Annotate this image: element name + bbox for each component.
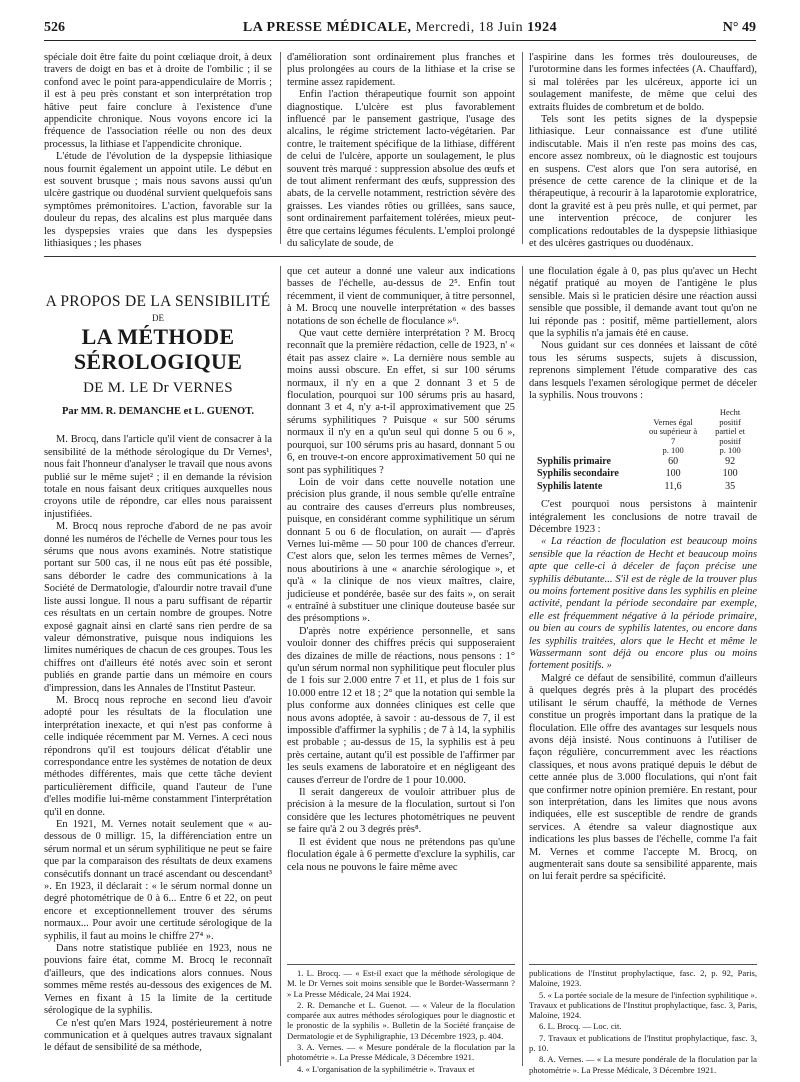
hecht-value: 100 — [722, 468, 738, 480]
issue-year: 1924 — [527, 20, 558, 35]
paragraph: Loin de voir dans cette nouvelle notation une précision plus grande, il nous semble qu'elle entraîne au contraire des causes d'erreurs plus nombreuses, puisque, en considérant comme syphilitique un sérum donnant 5 ou 6 de floculation, on aurait — d'après Vernes lui-même — 50 pour 100 de chances d'erreur. C'est alors que, selon les termes mêmes de Vernes⁷, nous aboutirions à une « anarchie sérologique », et qu'à « la clinique de nos vieux maîtres, claire, judicieuse et pondérée, basée sur des faits », on serait « entraîné à substituer une clinique douteuse basée sur des présomptions ». — [287, 476, 515, 625]
paragraph: M. Brocq nous reproche en second lieu d'avoir adopté pour les résultats de la floculation une interprétation inexacte, et qui n'est pas conforme à celle indiquée récemment par M. Vernes. A ceci nous répondrons qu'il est toujours délicat d'établir une correspondance entre les systèmes de notation de deux méthodes différentes, mais que cette tâche devient particulièrement difficile, quand l'auteur de l'une d'elles modifie lui-même constamment l'interprétation qu'il en donne. — [44, 694, 272, 818]
table-unit: p. 100 — [719, 445, 741, 456]
row-label: Syphilis secondaire — [537, 468, 619, 480]
title-line-2: LA MÉTHODE SÉROLOGIQUE — [73, 324, 243, 374]
article-column-3 — [529, 266, 757, 884]
paragraph: M. Brocq, dans l'article qu'il vient de consacrer à la sensibilité de la méthode sérologique du Dr Vernes¹, nous fait l'honneur d'analyser le travail que nous avons publié sur le même sujet² ; il en demande la révision totale en nous faisant deux critiques auxquelles nous croyons utile de répondre, car elles nous paraissent injustifiées. — [44, 434, 272, 520]
article-column-1 — [44, 262, 272, 1055]
title-de: DE — [152, 313, 164, 323]
paragraph: Il serait dangereux de vouloir attribuer plus de précision à la mesure de la floculation, surtout si l'on considère que les lectures photométriques ne peuvent se faire qu'à 2 ou 3 degrés près⁸. — [287, 787, 515, 836]
byline: Par MM. R. DEMANCHE et L. GUENOT. — [61, 406, 255, 417]
paragraph: Dans notre statistique publiée en 1923, nous ne pouvions faire état, comme M. Brocq le reconnaît d'ailleurs, que des indications alors connues. Nous sommes même restés au-dessous des exigences de M. Vernes en fixant à 15 la limite de la certitude sérologique de la syphilis. — [44, 943, 272, 1017]
footnote: 5. « La portée sociale de la mesure de l'infection syphilitique ». Travaux et publications de l'Institut prophylactique, fasc. 3, Paris, Maloine, 1924. — [529, 989, 757, 1021]
quotation: « La réaction de floculation est beaucoup moins sensible que la réaction de Hecht et beaucoup moins apte que celle-ci à déceler de façon précise une syphilis débutante... S'il est de règle de la trouver plus ou moins fortement positive dans les syphilis en pleine activité, pendant la période secondaire par exemple, elle est fréquemment négative à la période primaire, ou bien au cours de syphilis latentes, ou encore dans les syphilis traitées, alors que le Hecht et même le Wassermann sont déjà ou encore plus ou moins fortement positifs. » — [529, 536, 757, 672]
section-divider — [44, 256, 756, 257]
top-column-2 — [287, 52, 515, 251]
vernes-value: 100 — [665, 468, 681, 480]
footnote: publications de l'Institut prophylactique, fasc. 2, p. 92, Paris, Maloine, 1923. — [529, 968, 757, 989]
paragraph: D'après notre expérience personnelle, et sans vouloir donner des chiffres précis qui supposeraient des dizaines de mille de réactions, nous pensons : 1° qu'un sérum normal non syphilitique peut floculer plus de 1 fois sur 2.000 entre 7 et 11, et plus de 1 fois sur 10.000 entre 12 et 18 ; 2° que la notation qui semble la plus conforme aux données cliniques est celle que nous avons adoptée, à savoir : au-dessous de 7, il est impossible d'affirmer la syphilis ; de 7 à 14, la syphilis est probable ; au-dessus de 15, la syphilis est à peu près certaine, autant qu'il est possible de l'affirmer par les seuls examens de laboratoire et en négligeant des causes d'erreur de l'ordre de 1 pour 10.000. — [287, 625, 515, 786]
hecht-value: 92 — [725, 455, 736, 467]
page-header — [44, 18, 756, 41]
journal-name: LA PRESSE MÉDICALE, — [242, 20, 412, 35]
paragraph: Nous guidant sur ces données et laissant de côté tous les sérums suspects, sujets à discussion, reprenons simplement l'étude comparative des cas dans lesquels l'examen sérologique permet de déceler la syphilis. Nous trouvons : — [529, 340, 757, 402]
hecht-value: 35 — [725, 480, 736, 492]
paragraph: C'est pourquoi nous persistons à maintenir intégralement les conclusions de notre travail de Décembre 1923 : — [529, 499, 757, 535]
column-divider — [522, 266, 523, 1066]
paragraph: Ce n'est qu'en Mars 1924, postérieurement à notre communication et à quelques autres travaux signalant le défaut de sensibilité de sa méthode, — [44, 1017, 272, 1054]
vernes-value: 60 — [668, 455, 679, 467]
footnotes-right — [529, 968, 757, 1076]
footnote-divider — [287, 964, 515, 965]
title-line-3: DE M. LE Dr VERNES — [83, 380, 233, 396]
results-table — [529, 408, 757, 493]
paragraph: En 1921, M. Vernes notait seulement que « au-dessous de 0 milligr. 15, la différenciation entre un sérum normal et un sérum syphilitique ne peut se faire que par la comparaison des résultats de deux examens consécutifs donnant un tracé ascendant ou descendant³ ». En 1923, il déclarait : « le sérum normal donne un degré photométrique de 0 à 6... Entre 6 et 22, on peut encore et exceptionnellement trouver des sérums normaux... Pour avoir une certitude sérologique de la syphilis, il faut au moins le chiffre 27⁴ ». — [44, 819, 272, 942]
column-divider — [280, 266, 281, 1066]
paragraph: Malgré ce défaut de sensibilité, commun d'ailleurs à quelques degrés près à la plupart des procédés utilisant le sérum chauffé, la méthode de Vernes constitue un progrès important dans la pratique de la floculation. Elle offre des avantages sur lesquels nous avons déjà insisté. Nous continuons à l'utiliser de façon régulière, concurremment avec les réactions classiques, et nous avons pratiqué depuis le début de cette année plus de 3.000 floculations, qui n'ont fait que confirmer notre opinion première. En restant, pour son interprétation, dans les limites que nous avons indiquées, elle est susceptible de rendre de grands services. A étendre sa valeur diagnostique aux indications les plus basses de l'échelle, comme l'a fait M. Vernes et comme l'accepte M. Brocq, on augmenterait sans doute sa sensibilité apparente, mais on lui ferait perdre sa spécificité. — [529, 672, 757, 883]
paragraph: Que vaut cette dernière interprétation ? M. Brocq reconnaît que la première rédaction, celle de 1923, n' « était pas assez claire ». La dernière nous semble au moins aussi obscure. En effet, si sur 100 sérums normaux, il n'y en a que 2 donnant 3 et 5 de floculation, pourquoi sur 100 sérums pris au hasard, donnant 3 et 4, n'y a-t-il approximativement que 25 sérums syphilitiques ? Puisque « sur 500 sérums normaux il n'y en a qu'un seul qui donne 5 ou 6 », pourquoi, sur 100 sérums pris au hasard, donnant 5 ou 6, en trouve-t-on encore approximativement 50 qui ne sont pas syphilitiques ? — [287, 328, 515, 476]
table-row — [537, 481, 757, 493]
journal-title — [44, 20, 756, 36]
footnotes-left — [287, 968, 515, 1075]
table-header-hecht: Hecht positif partiel et positif — [715, 407, 746, 446]
column-divider — [280, 52, 281, 244]
top-column-1 — [44, 52, 272, 251]
row-label: Syphilis latente — [537, 480, 603, 492]
footnote: 7. Travaux et publications de l'Institut prophylactique, fasc. 3, p. 10. — [529, 1032, 757, 1054]
table-row — [537, 468, 757, 480]
issue-number: N° 49 — [722, 20, 756, 35]
footnote: 1. L. Brocq. — « Est-il exact que la méthode sérologique de M. le Dr Vernes soit moins sensible que le Bordet-Wassermann ? » La Presse Médicale, 24 Mai 1924. — [287, 968, 515, 999]
table-header-vernes: Vernes égal ou supérieur à 7 — [649, 416, 698, 446]
column-divider — [522, 52, 523, 244]
page-number: 526 — [44, 20, 65, 35]
paragraph: d'amélioration sont ordinairement plus franches et plus prolongées au cours de la lithiase et la crise se termine assez rapidement. — [287, 52, 515, 88]
footnote: 2. R. Demanche et L. Guenot. — « Valeur de la floculation comparée aux autres méthodes sérologiques pour le diagnostic et le pronostic de la syphilis ». Bulletin de la Société française de Dermatologie et de Syphiligraphie, 13 Décembre 1923, p. 404. — [287, 999, 515, 1041]
article-column-2 — [287, 266, 515, 874]
paragraph: Enfin l'action thérapeutique fournit son appoint diagnostique. L'ulcère est plus favorablement influencé par le pansement gastrique, l'usage des alcalins, le régime strictement lacto-végétarien. Par contre, le traitement spécifique de la lithiase, différent de celui de l'ulcère, apporte un soulagement, le plus souvent très marqué : suppression absolue des œufs et de tout aliment renfermant des œufs, suppression des abats, de la cervelle notamment, restriction sévère des graisses. Les viandes rôties ou grillées, sans sauce, sont ordinairement parfaitement tolérées, mieux peut-être que certains légumes féculents. L'emploi prolongé du salicylate de soude, de — [287, 89, 515, 250]
top-column-3 — [529, 52, 757, 251]
paragraph: spéciale doit être faite du point cœliaque droit, à deux travers de doigt en bas et à droite de l'ombilic ; il se confond avec le point para-appendiculaire de Morris ; il est à peu près constant et son interprétation trop hâtive peut faire conclure à l'existence d'une appendicite chronique. Nous voyons encore ici la fréquence de l'association réelle ou non des deux processus, la lithiase et l'appendicite chronique. — [44, 52, 272, 150]
footnote: 6. L. Brocq. — Loc. cit. — [539, 1021, 622, 1032]
table-unit: p. 100 — [662, 445, 684, 456]
table-row — [537, 456, 757, 468]
paragraph: l'aspirine dans les formes très douloureuses, de l'urotormine dans les formes infectées (A. Chauffard), si mal tolérées par les ulcéreux, apporte ici un soulagement manifeste, de même que celui des extraits fluides de combretum et de boldo. — [529, 52, 757, 113]
paragraph: M. Brocq nous reproche d'abord de ne pas avoir donné les numéros de l'échelle de Vernes pour tous les sérums que nous avons examinés. Notre statistique portant sur 500 cas, il ne nous eût pas été possible, sans déborder le cadre des communications à la Société de Dermatologie, d'alourdir notre travail d'une liste aussi longue. Il nous a paru suffisant de répartir ces résultats en un certain nombre de groupes. Notre exposé gagnait ainsi en clarté sans rien perdre de sa valeur démonstrative, puisque nous indiquions les limites numériques de chacun de ces groupes. Tous les chiffres ont d'ailleurs été notés avec soin et seront publiés en grande partie dans un mémoire en cours d'impression, dans les Annales de l'Institut Pasteur. — [44, 521, 272, 694]
article-title — [44, 292, 272, 398]
footnote: 3. A. Vernes. — « Mesure pondérale de la floculation par la photométrie ». La Presse Médicale, 3 Décembre 1921. — [287, 1042, 515, 1063]
title-line-1: A PROPOS DE LA SENSIBILITÉ — [45, 293, 271, 310]
row-label: Syphilis primaire — [537, 455, 611, 467]
paragraph: que cet auteur a donné une valeur aux indications basses de l'échelle, au-dessus de 2⁵. Enfin tout récemment, il vient de communiquer, à titre personnel, à M. Brocq une nouvelle interprétation « des basses notations de son échelle de floculance »⁶. — [287, 266, 515, 327]
footnote: 4. « L'organisation de la syphilimétrie ». Travaux et — [297, 1063, 475, 1074]
paragraph: Tels sont les petits signes de la dyspepsie lithiasique. Leur connaissance est d'une utilité indiscutable. Mais il n'en reste pas moins des cas, encore assez nombreux, où le diagnostic est toujours en suspens. C'est alors que l'on sera autorisé, en présence de cette carence de la clinique et de la thérapeutique, à recourir à la laparotomie exploratrice, dont la gravité est à peu près nulle, et qui permet, par une intervention précoce, de conjurer les complications redoutables de la dyspepsie lithiasique et des ulcères gastriques ou duodénaux. — [529, 114, 757, 250]
vernes-value: 11,6 — [664, 480, 682, 492]
footnote-divider — [529, 964, 757, 965]
paragraph: Il est évident que nous ne prétendons pas qu'une floculation égale à 6 permette d'exclure la syphilis, car cela nous ne pouvons le faire même avec — [287, 836, 515, 873]
footnote: 8. A. Vernes. — « La mesure pondérale de la floculation par la photométrie ». La Presse Médicale, 3 Décembre 1921. — [529, 1054, 757, 1075]
paragraph: une floculation égale à 0, pas plus qu'avec un Hecht négatif pratiqué au moyen de l'antigène le plus sensible. Mais si le praticien désire une réaction aussi sensible que possible, il demande avant tout qu'on ne lui réponde pas : positif, même partiellement, alors que la syphilis n'a jamais été en cause. — [529, 266, 757, 340]
issue-date: Mercredi, 18 Juin — [415, 20, 524, 35]
paragraph: L'étude de l'évolution de la dyspepsie lithiasique nous fournit également un appoint utile. Le début en est souvent brusque ; mais nous savons aussi qu'un ulcère gastrique ou duodénal survient quelquefois sans symptômes prémonitoires. L'action, favorable sur la douleur du repas, des alcalins est plus marquée dans les dyspepsies vraies que dans les dyspepsies lithiasiques ; les phases — [44, 151, 272, 250]
